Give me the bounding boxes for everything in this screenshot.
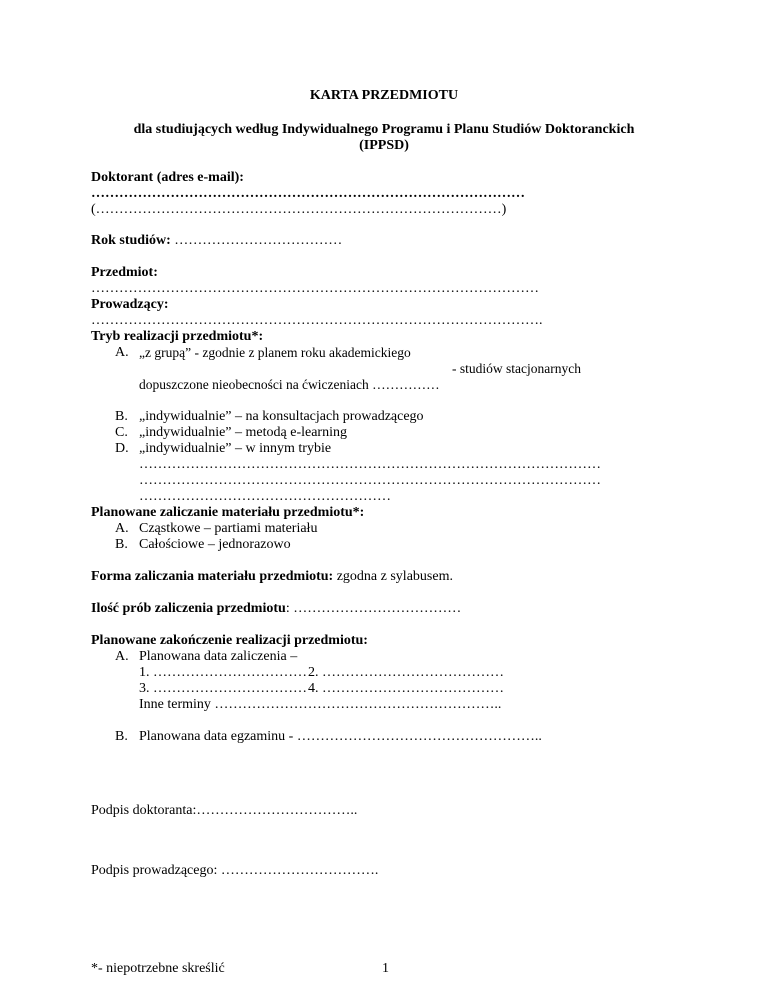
page-number: 1 bbox=[382, 961, 389, 976]
zaliczenie-date-4: 4. ………………………………… bbox=[308, 681, 504, 696]
zaliczenie-date-3: 3. …………………………… bbox=[139, 681, 307, 696]
page-title: KARTA PRZEDMIOTU bbox=[309, 88, 459, 103]
tryb-d-dots-3: ……………………………………………… bbox=[139, 489, 391, 504]
ilosc-label: Ilość prób zaliczenia przedmiotu bbox=[91, 601, 286, 616]
rok-studiow-row bbox=[91, 233, 342, 249]
tryb-a-sub-2: dopuszczone nieobecności na ćwiczeniach …………… bbox=[139, 377, 440, 392]
zaliczanie-a-marker: A. bbox=[115, 521, 129, 536]
prowadzacy-label: Prowadzący: bbox=[91, 297, 169, 312]
ilosc-row bbox=[91, 601, 461, 617]
przedmiot-dots: …………………………………………………………………………………… bbox=[91, 281, 539, 296]
prowadzacy-dots: ……………………………………………………………………………………. bbox=[91, 313, 543, 328]
zakonczenie-b-marker: B. bbox=[115, 729, 128, 744]
tryb-d-dots-2: ……………………………………………………………………………………… bbox=[139, 473, 601, 488]
forma-label: Forma zaliczania materiału przedmiotu: bbox=[91, 569, 334, 584]
subtitle-line-2: (IPPSD) bbox=[359, 138, 409, 153]
zakonczenie-a-text: Planowana data zaliczenia – bbox=[139, 649, 298, 664]
zaliczanie-b-text: Całościowe – jednorazowo bbox=[139, 537, 291, 552]
podpis-doktoranta: Podpis doktoranta:…………………………….. bbox=[91, 803, 358, 818]
inne-terminy: Inne terminy …………………………………………………….. bbox=[139, 697, 502, 712]
zaliczenie-date-2: 2. ………………………………… bbox=[308, 665, 504, 680]
tryb-c-marker: C. bbox=[115, 425, 128, 440]
tryb-a-text: „z grupą” - zgodnie z planem roku akademickiego bbox=[139, 345, 411, 360]
zakonczenie-a-marker: A. bbox=[115, 649, 129, 664]
zaliczanie-b-marker: B. bbox=[115, 537, 128, 552]
tryb-d-dots-1: ……………………………………………………………………………………… bbox=[139, 457, 601, 472]
zakonczenie-label: Planowane zakończenie realizacji przedmiotu: bbox=[91, 633, 368, 648]
tryb-a-sub-1: - studiów stacjonarnych bbox=[452, 361, 581, 376]
zaliczenie-date-1: 1. …………………………… bbox=[139, 665, 307, 680]
tryb-b-text: „indywidualnie” – na konsultacjach prowadzącego bbox=[139, 409, 424, 424]
zaliczanie-label: Planowane zaliczanie materiału przedmiotu*: bbox=[91, 505, 365, 520]
tryb-b-marker: B. bbox=[115, 409, 128, 424]
tryb-a-marker: A. bbox=[115, 345, 129, 360]
zaliczanie-a-text: Cząstkowe – partiami materiału bbox=[139, 521, 318, 536]
tryb-label: Tryb realizacji przedmiotu*: bbox=[91, 329, 264, 344]
subtitle-line-1: dla studiujących według Indywidualnego Programu i Planu Studiów Doktoranckich bbox=[133, 122, 635, 137]
rok-studiow-dots: ……………………………… bbox=[170, 233, 343, 248]
egzamin-date: Planowana data egzaminu - …………………………………………….. bbox=[139, 729, 542, 744]
ilosc-value: : ……………………………… bbox=[285, 601, 462, 616]
tryb-c-text: „indywidualnie” – metodą e-learning bbox=[139, 425, 347, 440]
forma-row bbox=[91, 569, 453, 585]
doktorant-email-dots: ………………………………………………………………………………… bbox=[91, 186, 525, 201]
forma-value: zgodna z sylabusem. bbox=[333, 569, 453, 584]
doktorant-label: Doktorant (adres e-mail): bbox=[91, 170, 244, 185]
doktorant-name-dots: (……………………………………………………………………………) bbox=[91, 202, 507, 217]
przedmiot-label: Przedmiot: bbox=[91, 265, 158, 280]
footnote: *- niepotrzebne skreślić bbox=[91, 961, 225, 976]
tryb-d-marker: D. bbox=[115, 441, 129, 456]
rok-studiow-label: Rok studiów: bbox=[91, 233, 171, 248]
tryb-d-text: „indywidualnie” – w innym trybie bbox=[139, 441, 332, 456]
podpis-prowadzacego: Podpis prowadzącego: ……………………………. bbox=[91, 863, 379, 878]
